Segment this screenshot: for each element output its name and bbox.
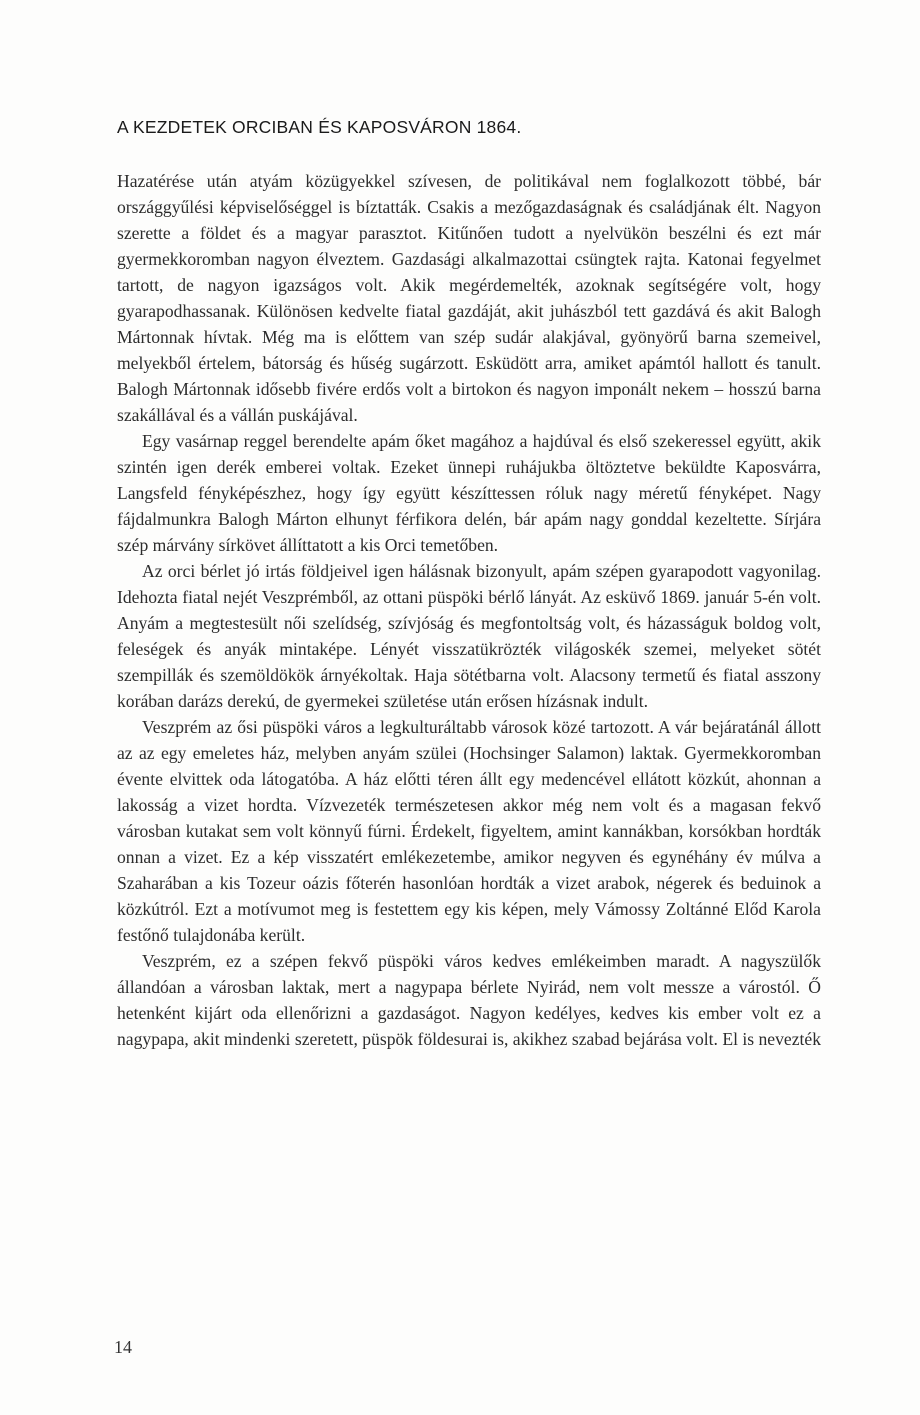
- paragraph-2: Egy vasárnap reggel berendelte apám őket magához a hajdúval és első szekeressel együtt, akik szintén igen derék emberei voltak. Ezeket ünnepi ruhájukba öltöztetve beküldte Kaposvárra, Langsfeld fényképészhez, hogy így együtt készíttessen róluk nagy méretű fényképet. Nagy fájdalmunkra Balogh Márton elhunyt férfikora delén, bár apám nagy gonddal kezeltette. Sírjára szép márvány sírkövet állíttatott a kis Orci temetőben.: [117, 431, 821, 555]
- paragraph-3: Az orci bérlet jó irtás földjeivel igen hálásnak bizonyult, apám szépen gyarapodott vagyonilag. Idehozta fiatal nejét Veszprémből, az ottani püspöki bérlő lányát. Az esküvő 1869. január 5-én volt. Anyám a megtestesült női szelídség, szívjóság és megfontoltság volt, és házasságuk boldog volt, feleségek és anyák mintaképe. Lényét visszatükrözték világoskék szemei, melyeket sötét szempillák és szemöldökök árnyékoltak. Haja sötétbarna volt. Alacsony termetű és fiatal asszony korában darázs derekú, de gyermekei születése után erősen hízásnak indult.: [117, 561, 821, 711]
- page-number: 14: [114, 1337, 132, 1357]
- paragraph-1: Hazatérése után atyám közügyekkel szívesen, de politikával nem foglalkozott többé, bár országgyűlési képviselőséggel is bíztatták. Csakis a mezőgazdaságnak és családjának élt. Nagyon szerette a földet és a magyar parasztot. Kitűnően tudott a nyelvükön beszélni és ezt már gyermekkoromban nagyon élveztem. Gazdasági alkalmazottai csüngtek rajta. Katonai fegyelmet tartott, de nagyon igazságos volt. Akik megérdemelték, azoknak segítségére volt, hogy gyarapodhassanak. Különösen kedvelte fiatal gazdáját, akit juhászból tett gazdává és akit Balogh Mártonnak hívtak. Még ma is előttem van szép sudár alakjával, gyönyörű barna szemeivel, melyekből értelem, bátorság és hűség sugárzott. Esküdött arra, amiket apámtól hallott és tanult. Balogh Mártonnak idősebb fivére erdős volt a birtokon és nagyon imponált nekem – hosszú barna szakállával és a vállán puskájával.: [117, 171, 821, 425]
- paragraph-5: Veszprém, ez a szépen fekvő püspöki város kedves emlékeimben maradt. A nagyszülők állandóan a városban laktak, mert a nagypapa bérlete Nyirád, nem volt messze a várostól. Ő hetenként kijárt oda ellenőrizni a gazdaságot. Nagyon kedélyes, kedves kis ember volt ez a nagypapa, akit mindenki szeretett, püspök földesurai is, akikhez szabad bejárása volt. El is nevezték: [117, 951, 821, 1049]
- chapter-heading: A KEZDETEK ORCIBAN ÉS KAPOSVÁRON 1864.: [117, 117, 522, 137]
- body-text: [117, 168, 821, 1052]
- paragraph-4: Veszprém az ősi püspöki város a legkulturáltabb városok közé tartozott. A vár bejáratánál állott az az egy emeletes ház, melyben anyám szülei (Hochsinger Salamon) laktak. Gyermekkoromban évente elvittek oda látogatóba. A ház előtti téren állt egy medencével ellátott közkút, ahonnan a lakosság a vizet hordta. Vízvezeték természetesen akkor még nem volt és a magasan fekvő városban kutakat sem volt könnyű fúrni. Érdekelt, figyeltem, amint kannákban, korsókban hordták onnan a vizet. Ez a kép visszatért emlékezetembe, amikor negyven és egynéhány év múlva a Szaharában a kis Tozeur oázis főterén hasonlóan hordták a vizet arabok, négerek és beduinok a közkútról. Ezt a motívumot meg is festettem egy kis képen, mely Vámossy Zoltánné Előd Karola festőnő tulajdonába került.: [117, 717, 821, 945]
